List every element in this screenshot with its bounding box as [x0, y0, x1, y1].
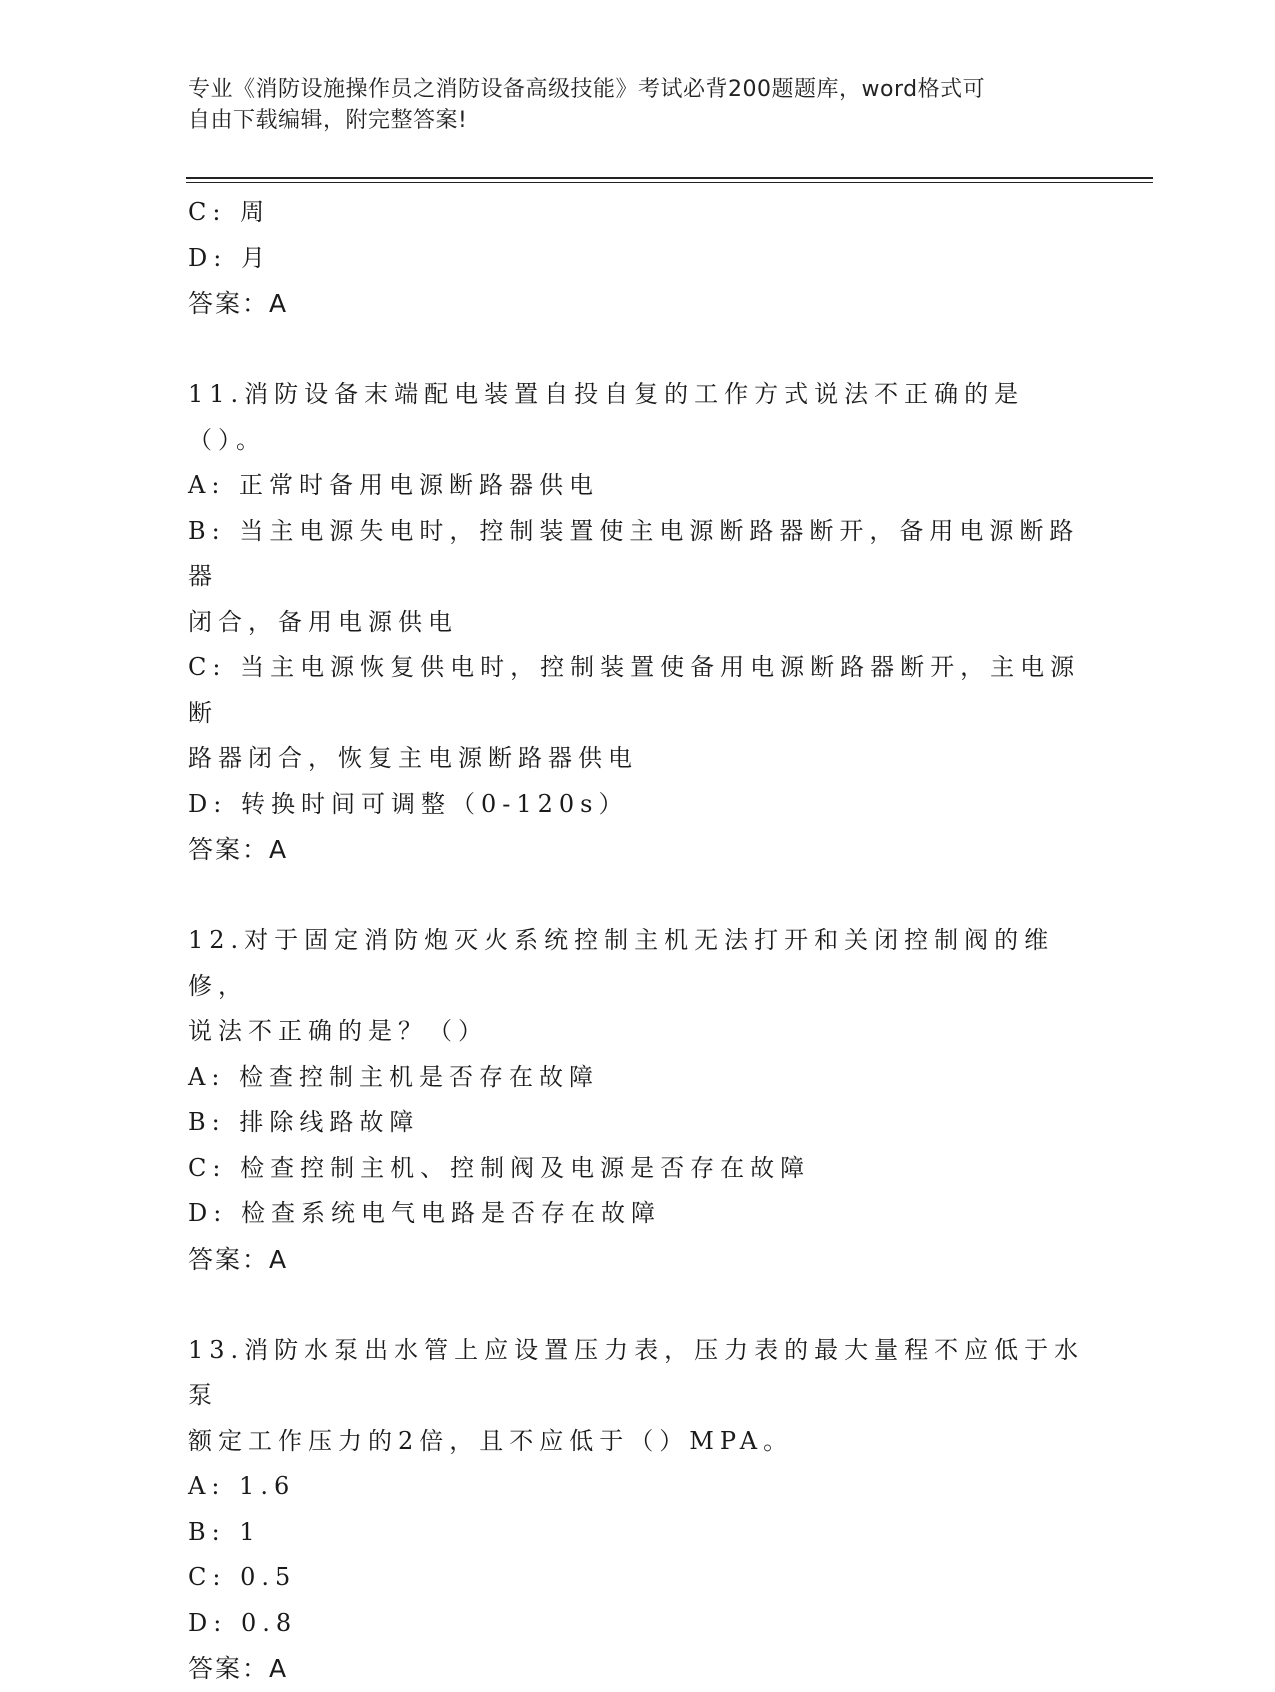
spacer	[188, 1282, 1088, 1328]
option-b: B: 1	[188, 1517, 261, 1546]
header-line-2: 自由下载编辑，附完整答案!	[188, 108, 468, 133]
option-c-line-2: 路器闭合，恢复主电源断路器供电	[188, 744, 638, 772]
option-c: C: 周	[188, 198, 271, 226]
option-c-line-1: C: 当主电源恢复供电时，控制装置使备用电源断路器断开，主电源断	[188, 653, 1081, 727]
option-a: A: 检查控制主机是否存在故障	[188, 1062, 600, 1091]
answer-line: 答案：A	[188, 289, 289, 318]
answer-line: 答案：A	[188, 835, 289, 864]
option-d: D: 月	[188, 243, 271, 272]
option-b-line-2: 闭合，备用电源供电	[188, 607, 458, 636]
question-12	[188, 918, 1088, 1282]
spacer	[188, 327, 1088, 373]
option-c: C: 检查控制主机、控制阀及电源是否存在故障	[188, 1153, 811, 1182]
option-d: D: 检查系统电气电路是否存在故障	[188, 1199, 661, 1227]
question-11	[188, 372, 1088, 873]
spacer	[188, 873, 1088, 919]
option-d: D: 0.8	[188, 1608, 298, 1637]
answer-line: 答案：A	[188, 1654, 289, 1683]
option-a: A: 正常时备用电源断路器供电	[188, 471, 600, 499]
question-stem: 11.消防设备末端配电装置自投自复的工作方式说法不正确的是（）。	[188, 380, 1025, 454]
question-stem-line-1: 12.对于固定消防炮灭火系统控制主机无法打开和关闭控制阀的维修，	[188, 926, 1055, 1000]
header-divider-thin	[186, 182, 1153, 183]
document-header	[188, 74, 1068, 136]
question-stem-line-2: 说法不正确的是？（）	[188, 1017, 488, 1045]
option-d: D: 转换时间可调整（0-120s）	[188, 789, 629, 818]
header-line-1: 专业《消防设施操作员之消防设备高级技能》考试必背200题题库，word格式可	[188, 77, 986, 102]
document-body	[188, 190, 1088, 1692]
question-stem-line-2: 额定工作压力的2倍，且不应低于（）MPA。	[188, 1426, 794, 1455]
option-b-line-1: B: 当主电源失电时，控制装置使主电源断路器断开，备用电源断路器	[188, 516, 1080, 590]
option-a: A: 1.6	[188, 1472, 296, 1500]
answer-line: 答案：A	[188, 1244, 289, 1274]
option-b: B: 排除线路故障	[188, 1108, 420, 1136]
question-13	[188, 1328, 1088, 1692]
question-10-continuation	[188, 190, 1088, 327]
header-divider-thick	[186, 177, 1153, 179]
question-stem-line-1: 13.消防水泵出水管上应设置压力表，压力表的最大量程不应低于水泵	[188, 1335, 1085, 1409]
option-c: C: 0.5	[188, 1563, 297, 1591]
